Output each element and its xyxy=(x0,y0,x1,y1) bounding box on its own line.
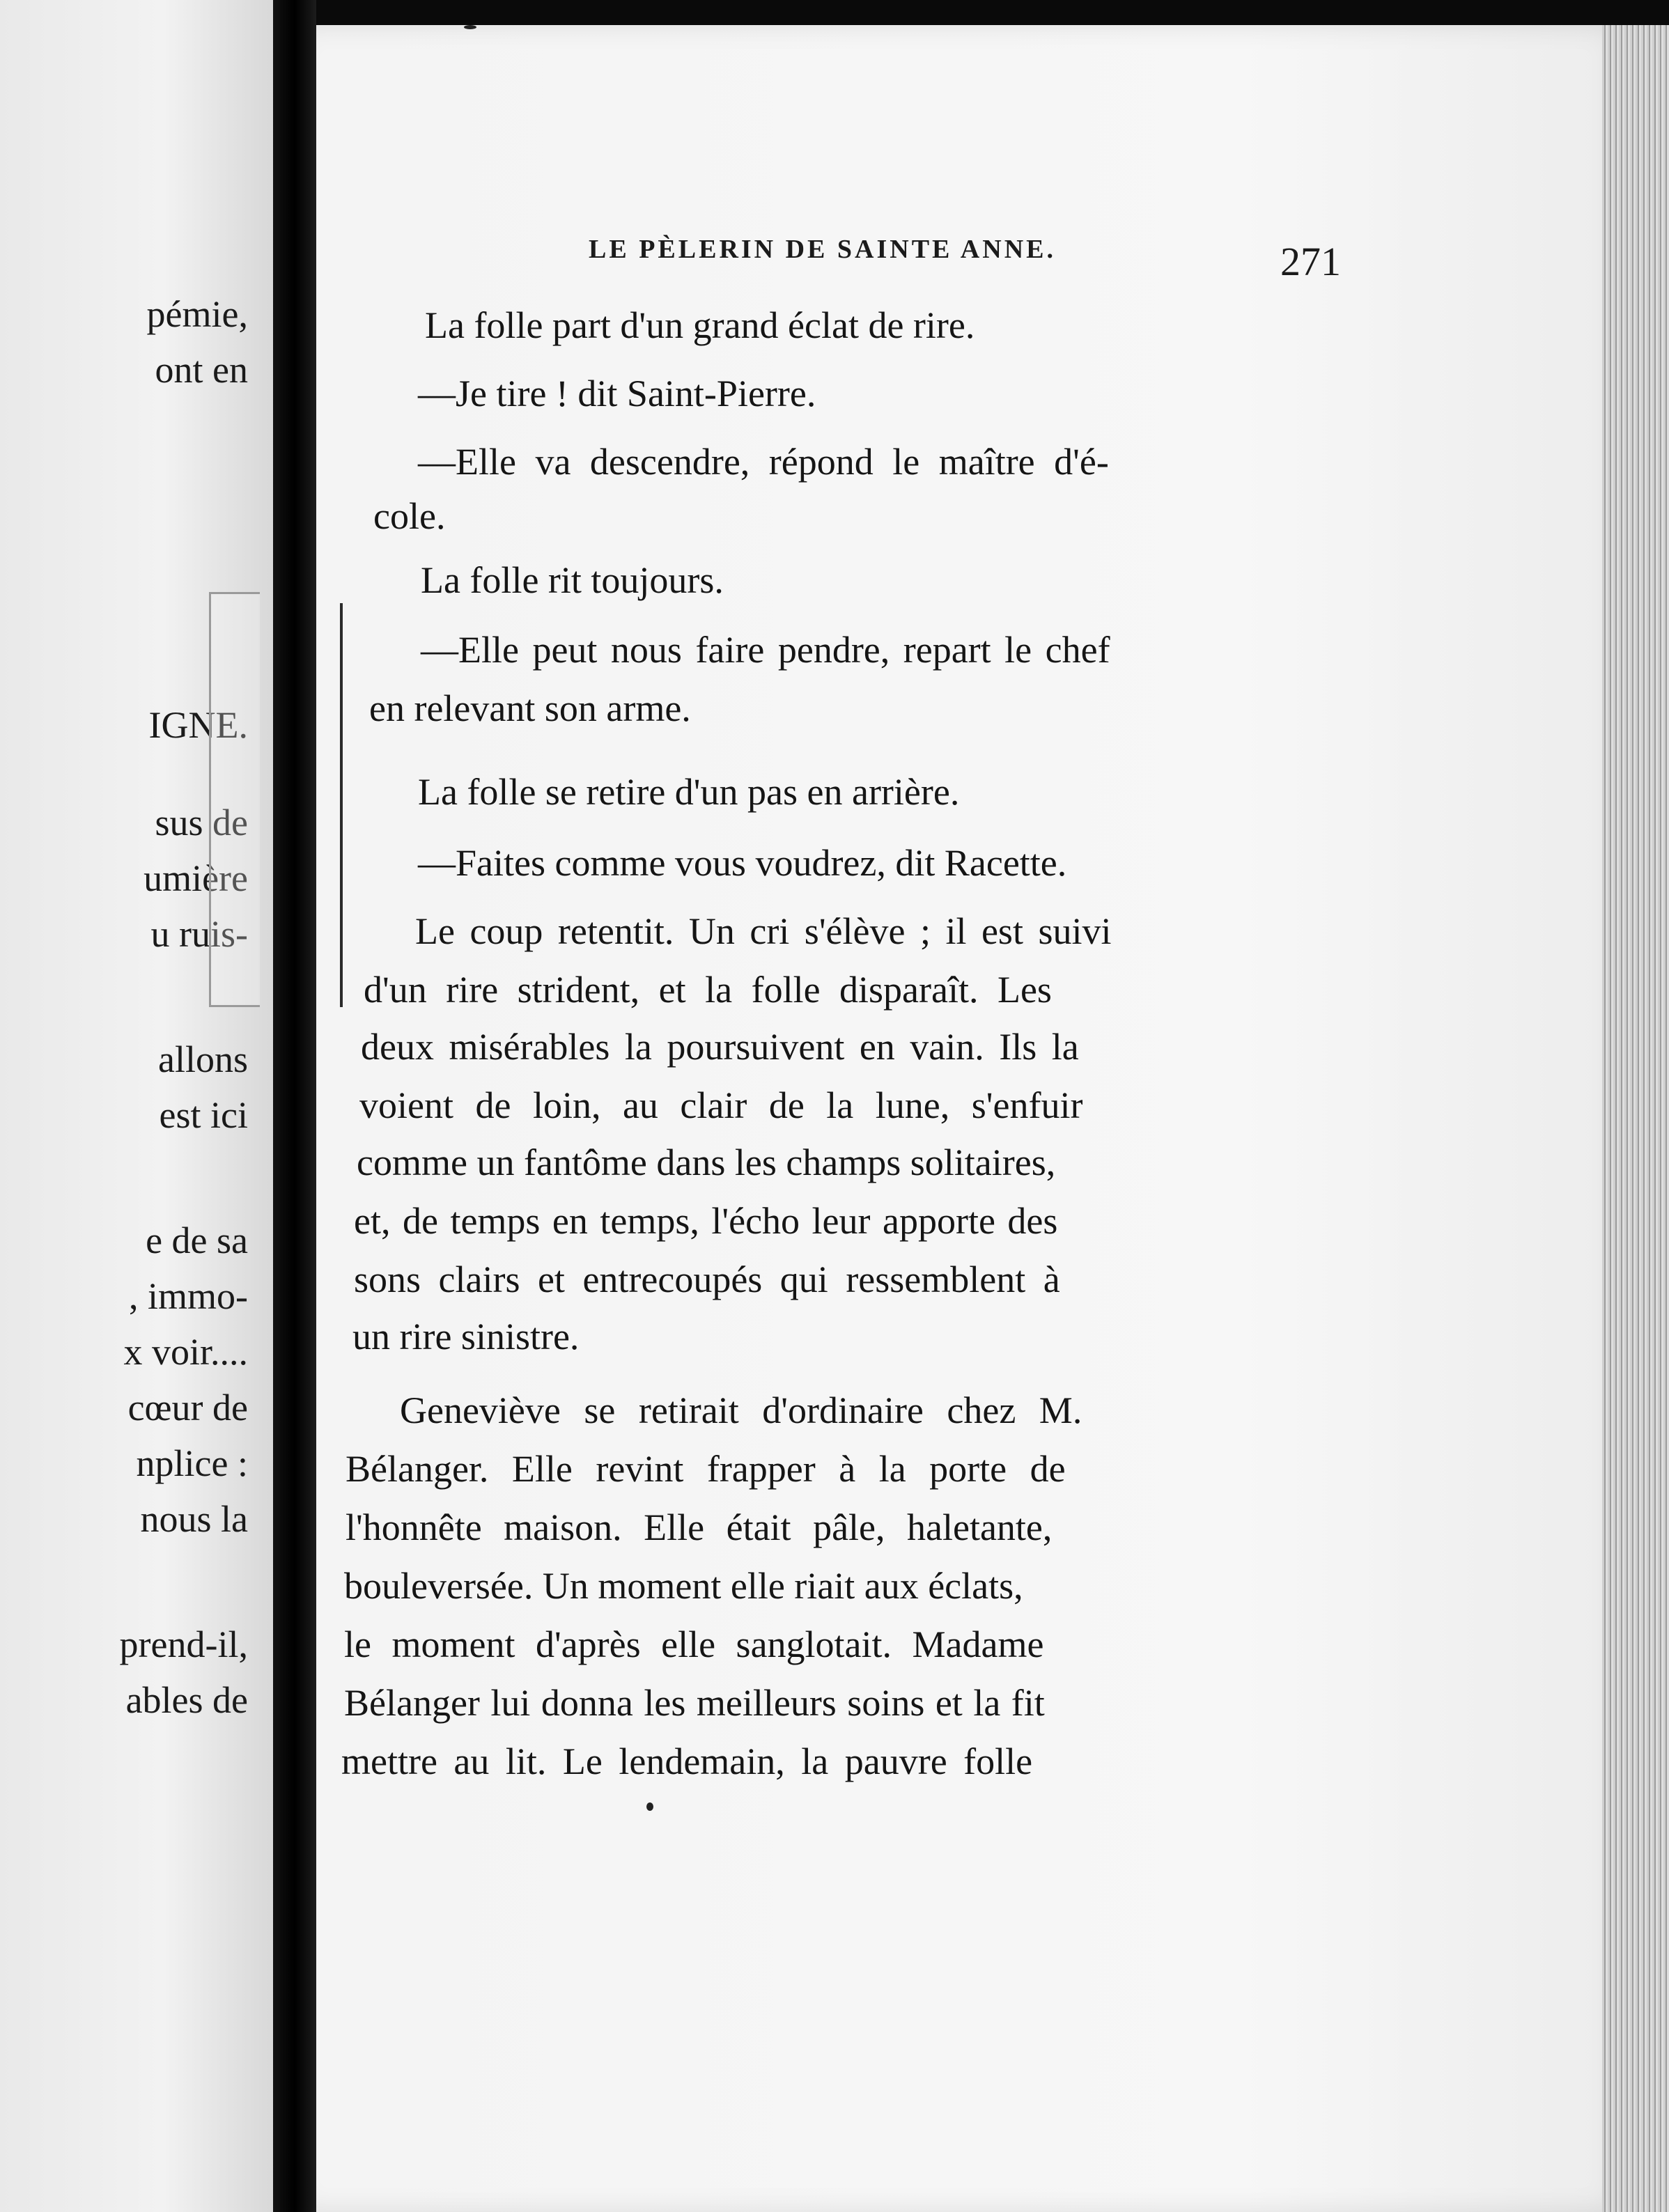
ink-speck xyxy=(646,1802,653,1811)
text-line: mettre au lit. Le lendemain, la pauvre folle xyxy=(341,1740,1033,1782)
book-gutter xyxy=(273,0,316,2212)
text-line: un rire sinistre. xyxy=(352,1316,580,1357)
text-line: Geneviève se retirait d'ordinaire chez M. xyxy=(400,1389,1082,1431)
text-line: Bélanger. Elle revint frapper à la porte de xyxy=(346,1448,1066,1490)
left-page-line: x voir.... xyxy=(123,1331,248,1373)
left-page-line: u ruis- xyxy=(150,913,248,955)
margin-rule xyxy=(340,603,343,1007)
page-stack-edge xyxy=(1602,25,1669,2212)
text-line: La folle se retire d'un pas en arrière. xyxy=(418,771,960,813)
left-page-line: sus de xyxy=(155,802,248,843)
left-page-line: IGNE. xyxy=(148,704,248,746)
text-line: sons clairs et entrecoupés qui ressemblent à xyxy=(354,1259,1060,1300)
text-line: —Je tire ! dit Saint-Pierre. xyxy=(418,373,816,414)
left-page-line: , immo- xyxy=(129,1275,248,1317)
text-line: —Faites comme vous voudrez, dit Racette. xyxy=(418,842,1067,884)
left-page-line: ont en xyxy=(155,349,248,391)
left-page-line: umière xyxy=(143,857,248,899)
text-line: deux misérables la poursuivent en vain. Ils la xyxy=(361,1026,1079,1068)
left-page-line: nous la xyxy=(140,1498,248,1540)
bookmark-strip xyxy=(209,592,260,1007)
running-title: LE PÈLERIN DE SAINTE ANNE. xyxy=(589,235,1056,264)
left-page-line: prend-il, xyxy=(119,1623,248,1665)
text-line: l'honnête maison. Elle était pâle, haletante, xyxy=(346,1506,1053,1548)
previous-page-edge xyxy=(0,0,273,2212)
left-page-line: pémie, xyxy=(146,293,248,335)
text-line: et, de temps en temps, l'écho leur apporte des xyxy=(354,1200,1058,1242)
left-page-line: allons xyxy=(158,1038,248,1080)
text-line: La folle part d'un grand éclat de rire. xyxy=(425,304,975,346)
left-page-line: cœur de xyxy=(127,1387,248,1428)
text-line: cole. xyxy=(373,495,446,537)
text-line: La folle rit toujours. xyxy=(421,559,724,601)
text-line: —Elle peut nous faire pendre, repart le chef xyxy=(421,629,1110,671)
left-page-line: ables de xyxy=(125,1679,248,1721)
text-line: voient de loin, au clair de la lune, s'enfuir xyxy=(359,1084,1083,1126)
left-page-line: est ici xyxy=(159,1094,248,1136)
left-page-line: e de sa xyxy=(146,1220,248,1261)
text-line: Bélanger lui donna les meilleurs soins et la fit xyxy=(344,1682,1045,1724)
text-line: en relevant son arme. xyxy=(369,687,691,729)
text-line: bouleversée. Un moment elle riait aux éclats, xyxy=(344,1565,1023,1607)
text-line: comme un fantôme dans les champs solitaires, xyxy=(357,1142,1056,1183)
left-page-line: nplice : xyxy=(136,1442,248,1484)
text-line: le moment d'après elle sanglotait. Madame xyxy=(344,1623,1044,1665)
page-number: 271 xyxy=(1280,239,1341,284)
text-line: —Elle va descendre, répond le maître d'é- xyxy=(418,441,1109,483)
text-line: d'un rire strident, et la folle disparaît. Les xyxy=(364,969,1052,1011)
text-line: Le coup retentit. Un cri s'élève ; il est suivi xyxy=(415,910,1112,952)
ink-speck xyxy=(464,25,476,29)
